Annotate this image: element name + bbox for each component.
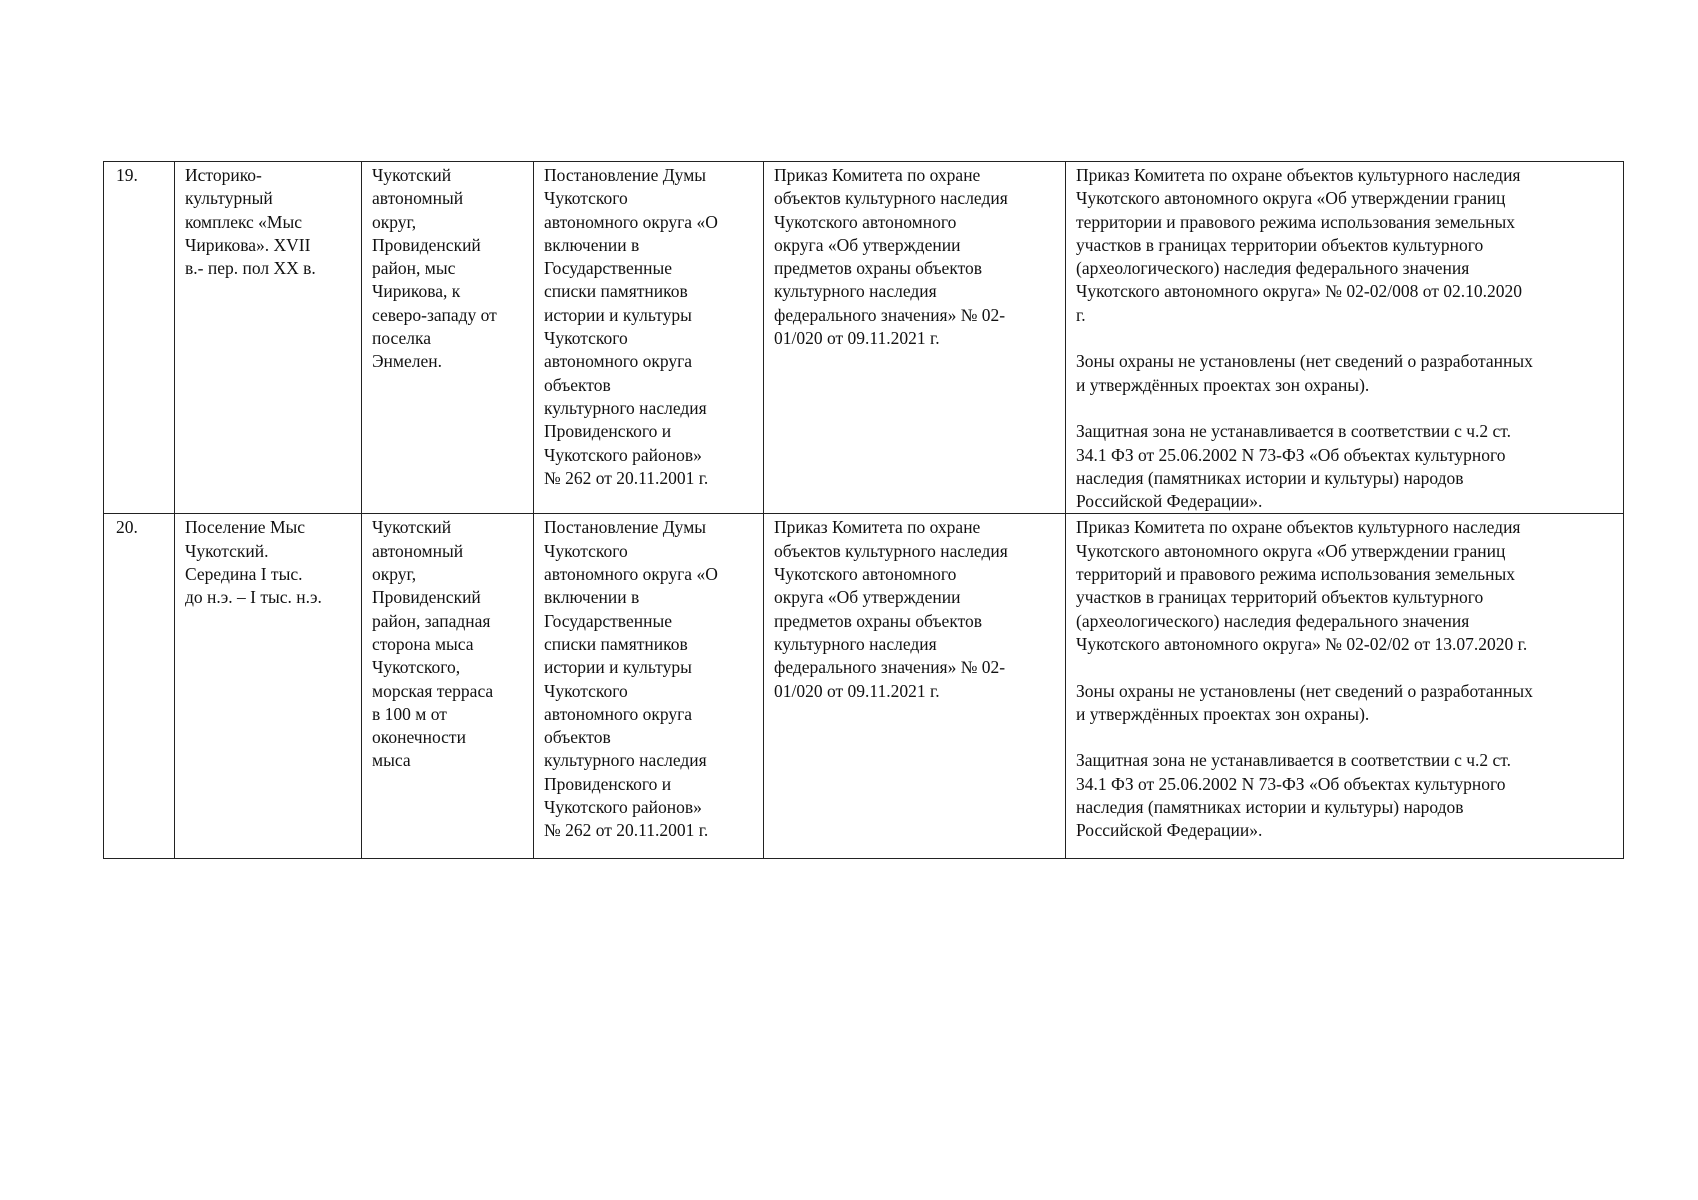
row-number: 20. (104, 514, 175, 859)
location-cell: Чукотский автономный округ, Провиденский район, западная сторона мыса Чукотского, морская терраса в 100 м от оконечности мыса (362, 514, 534, 859)
territory-order-paragraph: Приказ Комитета по охране объектов культурного наследия Чукотского автономного округа «Об утверждении границ территории и правового режима использования земельных участков в границах территории объектов культурного (археологического) наследия федерального значения Чукотского автономного округа» № 02-02/008 от 02.10.2020 г. (1076, 165, 1522, 325)
buffer-zone-paragraph: Защитная зона не устанавливается в соответствии с ч.2 ст. 34.1 ФЗ от 25.06.2002 N 73-ФЗ «Об объектах культурного наследия (памятниках истории и культуры) народов Российской Федерации». (1076, 750, 1511, 841)
table-row (104, 514, 1624, 859)
decree-cell: Постановление Думы Чукотского автономного округа «О включении в Государственные списки памятников истории и культуры Чукотского автономного округа объектов культурного наследия Провиденского и Чукотского районов» № 262 от 20.11.2001 г. (534, 514, 764, 859)
table-row (104, 162, 1624, 514)
buffer-zone-paragraph: Защитная зона не устанавливается в соответствии с ч.2 ст. 34.1 ФЗ от 25.06.2002 N 73-ФЗ «Об объектах культурного наследия (памятниках истории и культуры) народов Российской Федерации». (1076, 421, 1511, 512)
zones-cell (1066, 514, 1624, 859)
territory-order-paragraph: Приказ Комитета по охране объектов культурного наследия Чукотского автономного округа «Об утверждении границ территорий и правового режима использования земельных участков в границах территорий объектов культурного (археологического) наследия федерального значения Чукотского автономного округа» № 02-02/02 от 13.07.2020 г. (1076, 517, 1528, 654)
protection-order-cell: Приказ Комитета по охране объектов культурного наследия Чукотского автономного округа «Об утверждении предметов охраны объектов культурного наследия федерального значения» № 02- 01/020 от 09.11.2021 г. (764, 162, 1066, 514)
protection-zones-paragraph: Зоны охраны не установлены (нет сведений о разработанных и утверждённых проектах зон охраны). (1076, 351, 1533, 395)
protection-order-cell: Приказ Комитета по охране объектов культурного наследия Чукотского автономного округа «Об утверждении предметов охраны объектов культурного наследия федерального значения» № 02- 01/020 от 09.11.2021 г. (764, 514, 1066, 859)
row-number: 19. (104, 162, 175, 514)
object-name-cell: Историко- культурный комплекс «Мыс Чирикова». XVII в.- пер. пол XX в. (175, 162, 362, 514)
decree-cell: Постановление Думы Чукотского автономного округа «О включении в Государственные списки памятников истории и культуры Чукотского автономного округа объектов культурного наследия Провиденского и Чукотского районов» № 262 от 20.11.2001 г. (534, 162, 764, 514)
object-name-cell: Поселение Мыс Чукотский. Середина I тыс. до н.э. – I тыс. н.э. (175, 514, 362, 859)
heritage-table (103, 161, 1624, 859)
location-cell: Чукотский автономный округ, Провиденский район, мыс Чирикова, к северо-западу от поселка Энмелен. (362, 162, 534, 514)
protection-zones-paragraph: Зоны охраны не установлены (нет сведений о разработанных и утверждённых проектах зон охраны). (1076, 680, 1533, 724)
zones-cell (1066, 162, 1624, 514)
